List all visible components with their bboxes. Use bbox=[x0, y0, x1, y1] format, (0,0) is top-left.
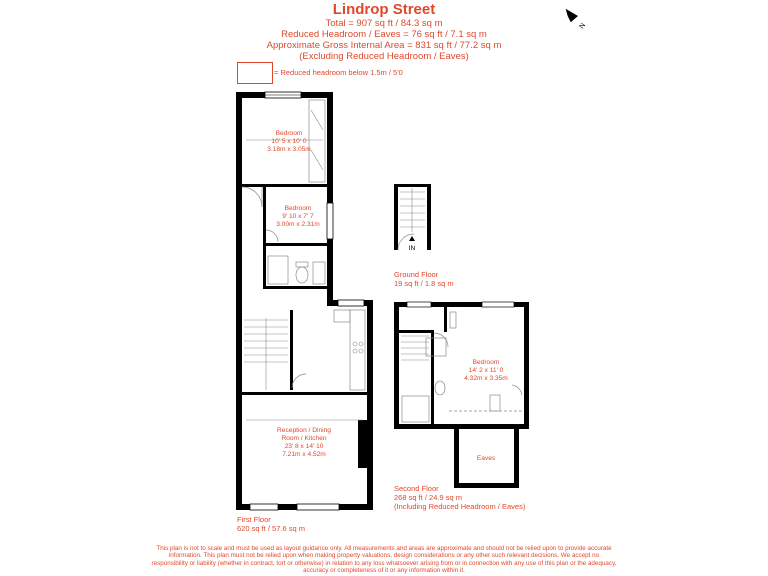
reception-label-1: Reception / Dining bbox=[277, 427, 331, 434]
bedroom-3-label: Bedroom bbox=[472, 359, 500, 366]
reduced-headroom-legend-text: = Reduced headroom below 1.5m / 5'0 bbox=[274, 68, 403, 77]
second-floor-caption bbox=[394, 484, 525, 511]
bedroom-2-metric: 3.00m x 2.31m bbox=[276, 221, 320, 228]
second-floor-area: 268 sq ft / 24.9 sq m bbox=[394, 493, 462, 502]
ground-floor-area: 19 sq ft / 1.8 sq m bbox=[394, 279, 454, 288]
eaves-label: Eaves bbox=[476, 455, 496, 462]
first-floor-name: First Floor bbox=[237, 515, 271, 524]
north-arrow-icon bbox=[566, 9, 587, 30]
second-floor-plan bbox=[394, 302, 529, 488]
total-area-line: Total = 907 sq ft / 84.3 sq m bbox=[325, 18, 443, 29]
entrance-in-label: IN bbox=[408, 245, 416, 252]
first-floor-area: 620 sq ft / 57.6 sq m bbox=[237, 524, 305, 533]
reception-metric: 7.21m x 4.52m bbox=[282, 451, 326, 458]
bedroom-2-label: Bedroom bbox=[284, 205, 312, 212]
reduced-headroom-line: Reduced Headroom / Eaves = 76 sq ft / 7.1 sq m bbox=[281, 29, 487, 40]
disclaimer-text: This plan is not to scale and must be used as layout guidance only. All measurements and areas are approximate and should not be relied upon to provide accurate information. This plan must not be relied upon when making property valuations, design considerations or any other such relevant decisions. We accept no responsibility or liability (whether in contract, tort or otherwise) in relation to any loss whatsoever arising from or in connection with any use of this plan or the adequacy, accuracy or completeness of it or any information within it. bbox=[151, 545, 617, 575]
gross-internal-area-line: Approximate Gross Internal Area = 831 sq ft / 77.2 sq m bbox=[266, 40, 502, 51]
bedroom-2-imperial: 9' 10 x 7' 7 bbox=[282, 213, 314, 220]
bedroom-3-metric: 4.32m x 3.35m bbox=[464, 375, 508, 382]
excluding-note-line: (Excluding Reduced Headroom / Eaves) bbox=[299, 51, 469, 62]
bedroom-3-imperial: 14' 2 x 11' 0 bbox=[468, 367, 504, 374]
compass-n-label: N bbox=[578, 22, 588, 31]
ground-floor-plan bbox=[394, 184, 431, 250]
first-floor-caption bbox=[237, 515, 305, 533]
reception-label-2: Room / Kitchen bbox=[281, 435, 327, 442]
bedroom-1-label: Bedroom bbox=[275, 130, 303, 137]
second-floor-note: (Including Reduced Headroom / Eaves) bbox=[394, 502, 526, 511]
plan-title: Lindrop Street bbox=[332, 1, 436, 18]
reception-imperial: 23' 8 x 14' 10 bbox=[284, 443, 324, 450]
ground-floor-caption bbox=[394, 270, 454, 288]
ground-floor-name: Ground Floor bbox=[394, 270, 439, 279]
bedroom-1-metric: 3.18m x 3.05m bbox=[267, 146, 311, 153]
bedroom-1-imperial: 10' 5 x 10' 0 bbox=[271, 138, 307, 145]
second-floor-name: Second Floor bbox=[394, 484, 439, 493]
